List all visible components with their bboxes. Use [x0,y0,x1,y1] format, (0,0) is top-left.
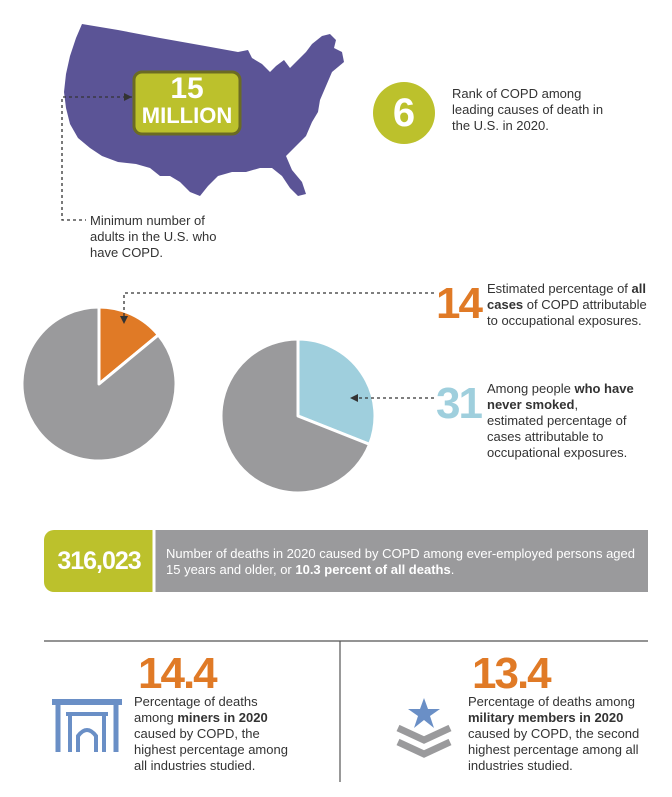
occupational-desc [487,281,657,329]
adults-value [134,74,240,128]
miners-desc [134,694,299,774]
never-smoked-desc-bold: who have never smoked [487,381,634,412]
mine-entrance-icon [52,700,122,752]
military-desc-bold: military members in 2020 [468,710,624,725]
military-value: 13.4 [472,649,550,698]
military-desc-post: caused by COPD, the second highest percentage among all industries studied. [468,726,640,773]
miners-value: 14.4 [138,649,216,698]
rank-desc: Rank of COPD among leading causes of death in the U.S. in 2020. [452,86,604,133]
occupational-desc-bold: all cases [487,281,646,312]
deaths-desc-bold: 10.3 percent of all deaths [295,562,451,577]
adults-value-unit: MILLION [141,103,233,128]
miners-desc-post: caused by COPD, the highest percentage among all industries studied. [134,726,288,773]
deaths-desc-pre: Number of deaths in 2020 caused by COPD among ever-employed persons aged 15 years and older, or [166,546,635,577]
adults-value-number: 15 [170,72,204,105]
pie-chart-all-cases [22,307,176,461]
miners-desc-bold: miners in 2020 [177,710,268,725]
occupational-desc-pre: Estimated percentage of [487,281,632,296]
never-smoked-desc-pre: Among people [487,381,575,396]
adults-desc: Minimum number of adults in the U.S. who have COPD. [90,213,217,260]
occupational-connector [124,293,436,322]
never-smoked-desc [487,381,637,461]
occupational-desc-post: of COPD attributable to occupational exposures. [487,297,647,328]
deaths-desc-post: . [450,562,455,577]
never-smoked-value: 31 [436,379,481,428]
miners-desc-pre: Percentage of deaths among [134,694,258,725]
never-smoked-desc-post: , estimated percentage of cases attributable to occupational exposures. [487,397,628,460]
pie-chart-never-smoked [221,339,375,493]
military-desc [468,694,648,774]
occupational-value: 14 [436,279,481,328]
deaths-desc [166,546,636,578]
rank-value: 6 [392,91,416,135]
military-desc-pre: Percentage of deaths among [468,694,635,709]
military-chevron-star-icon [398,698,450,754]
deaths-value: 316,023 [57,547,141,575]
